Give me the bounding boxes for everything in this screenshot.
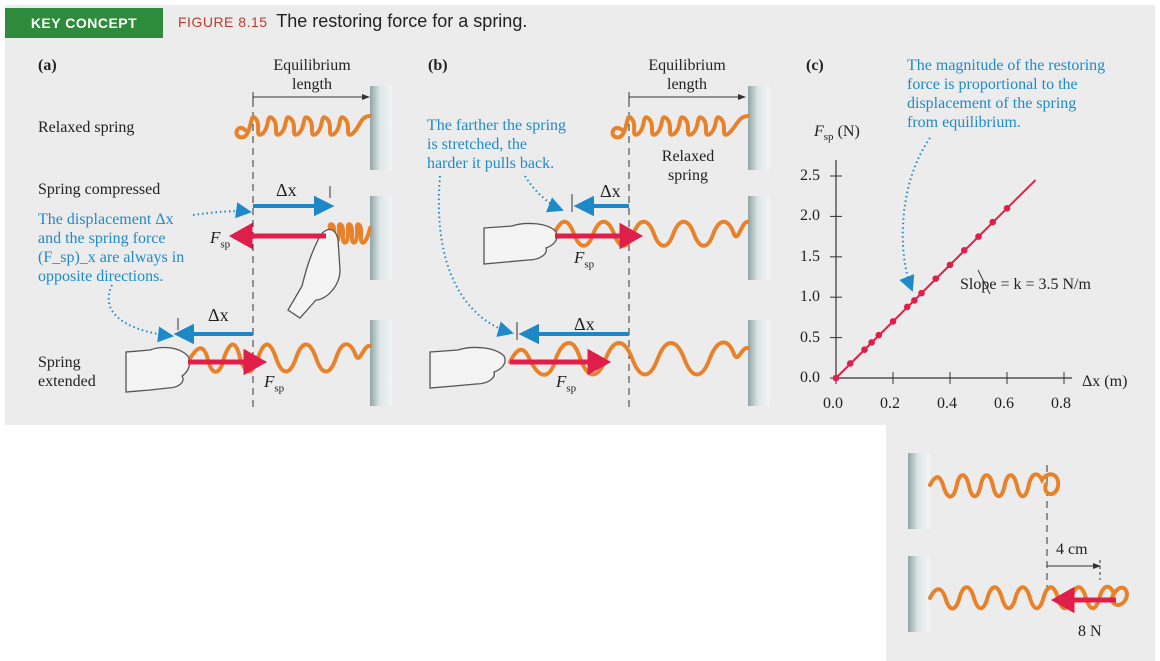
note-b-line2: is stretched, the <box>427 136 527 153</box>
x-tick-label: 0.2 <box>880 395 900 412</box>
x-tick-label: 0.4 <box>937 395 957 412</box>
inset-distance-bracket <box>1047 560 1100 580</box>
spring-extended-a <box>188 344 370 372</box>
data-point <box>947 262 954 269</box>
note-c-line3: displacement of the spring <box>907 95 1077 112</box>
note-c-line2: force is proportional to the <box>907 76 1078 93</box>
dx-label-b-top: Δx <box>600 181 621 201</box>
note-b-line3: harder it pulls back. <box>427 155 555 172</box>
slope-annotation: Slope = k = 3.5 N/m <box>960 276 1091 293</box>
data-point <box>918 290 925 297</box>
y-tick-label: 0.0 <box>800 369 820 386</box>
relaxed-b-line1: Relaxed <box>661 148 715 165</box>
hand-pull-b-bottom <box>430 348 505 388</box>
y-tick-label: 1.5 <box>800 247 820 265</box>
panel-b-tag: (b) <box>428 57 448 74</box>
spring-inset-top <box>930 474 1058 496</box>
eq-line2: length <box>292 76 332 93</box>
fsp-label-compressed: $F_{sp}$ <box>210 228 231 251</box>
note-line4: opposite directions. <box>38 268 164 285</box>
fsp-label-b-bottom: $F_{sp}$ <box>556 372 577 395</box>
data-point <box>904 304 911 311</box>
y-tick-label: 2.5 <box>800 167 820 184</box>
data-point <box>833 375 840 382</box>
x-tick-label: 0.8 <box>1051 395 1071 412</box>
hands <box>126 224 557 392</box>
y-tick-label: 1.0 <box>800 288 820 306</box>
data-point <box>932 275 939 282</box>
relaxed-b-line2: spring <box>668 167 708 184</box>
spring-extended-label <box>38 353 96 391</box>
relaxed-spring-label: Relaxed spring <box>38 119 135 136</box>
inset-force-label: 8 N <box>1078 623 1102 640</box>
data-point <box>868 339 875 346</box>
displacement-note <box>38 210 184 286</box>
ext-line1: Spring <box>38 354 81 371</box>
panel-c-tag: (c) <box>806 57 824 74</box>
data-point <box>875 332 882 339</box>
panel-b-equilibrium-label <box>637 56 737 94</box>
hand-push-a <box>288 230 340 319</box>
spring-compressed-label: Spring compressed <box>38 181 161 198</box>
data-point <box>989 219 996 226</box>
spring-relaxed-a <box>237 116 370 137</box>
note-b-line1: The farther the spring <box>427 117 567 134</box>
restoring-force-graph <box>830 160 1072 384</box>
panel-a-tag: (a) <box>38 57 57 74</box>
relaxed-spring-b-label <box>648 147 728 185</box>
eq-b-line1: Equilibrium <box>648 57 726 74</box>
data-point <box>961 247 968 254</box>
data-point <box>975 233 982 240</box>
graph-x-label: Δx (m) <box>1082 373 1128 390</box>
inset-distance-label: 4 cm <box>1056 541 1088 558</box>
graph-y-label: $F_{sp}$ (N) <box>814 123 860 144</box>
key-concept-badge: KEY CONCEPT <box>5 8 163 38</box>
fsp-label-b-top: $F_{sp}$ <box>574 248 595 271</box>
x-tick-label: 0.0 <box>823 395 843 412</box>
note-line3: (F_sp)_x are always in <box>38 249 185 266</box>
y-tick-label: 0.5 <box>800 328 820 346</box>
note-line1: The displacement Δx <box>38 211 174 228</box>
fsp-label-extended: $F_{sp}$ <box>264 372 285 395</box>
hand-pull-b-top <box>484 224 557 264</box>
data-point <box>847 360 854 367</box>
eq-line1: Equilibrium <box>273 57 351 74</box>
displacement-arrows <box>178 199 629 341</box>
eq-b-line2: length <box>667 76 707 93</box>
dx-label-b-bottom: Δx <box>574 314 595 334</box>
spring-relaxed-b <box>613 116 748 137</box>
springs <box>188 116 1127 609</box>
proportional-note <box>907 56 1105 132</box>
dx-label-extended: Δx <box>208 305 229 325</box>
hand-pull-a <box>126 348 190 392</box>
x-tick-label: 0.6 <box>994 395 1014 412</box>
data-point <box>1004 205 1011 212</box>
data-point <box>911 297 918 304</box>
data-point <box>890 318 897 325</box>
note-c-line4: from equilibrium. <box>907 114 1021 131</box>
y-tick-label: 2.0 <box>800 207 820 225</box>
dx-label-compressed: Δx <box>276 180 297 200</box>
note-c-line1: The magnitude of the restoring <box>907 57 1106 74</box>
panel-a-equilibrium-label <box>262 56 362 94</box>
stretched-note <box>427 116 566 173</box>
note-line2: and the spring force <box>38 230 166 247</box>
figure-caption: The restoring force for a spring. <box>276 11 528 31</box>
data-point <box>861 346 868 353</box>
figure-number: FIGURE 8.15 <box>178 14 268 30</box>
ext-line2: extended <box>38 373 96 390</box>
